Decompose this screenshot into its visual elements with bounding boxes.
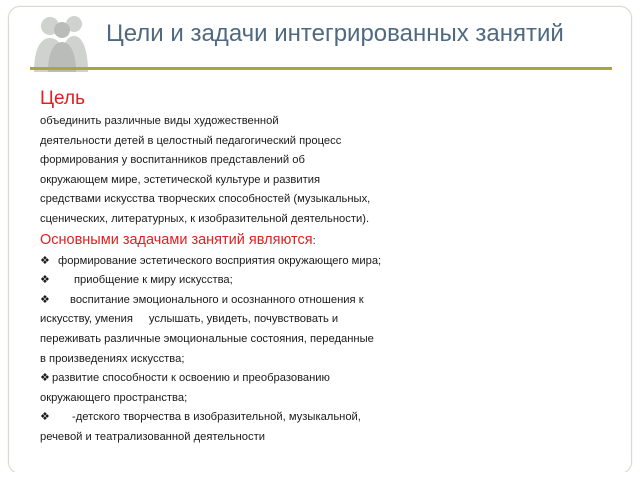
task-text: услышать, увидеть, почувствовать и: [148, 313, 339, 326]
task-text: приобщение к миру искусства;: [74, 274, 233, 287]
task-item: [40, 408, 600, 428]
task-item: [40, 369, 600, 389]
slide-title: Цели и задачи интегрированных занятий: [106, 20, 564, 47]
footer-bar: [0, 472, 640, 480]
task-continuation: окружающего пространства;: [40, 391, 188, 404]
task-text: воспитание эмоционального и осознанного отношения к: [70, 293, 364, 306]
people-silhouette-logo: [22, 12, 106, 74]
goal-line: средствами искусства творческих способностей (музыкальных,: [40, 193, 371, 206]
task-continuation: речевой и театрализованной деятельности: [40, 430, 265, 443]
diamond-bullet-icon: ❖: [40, 254, 50, 267]
tasks-heading-colon: :: [312, 234, 316, 247]
diamond-bullet-icon: ❖: [40, 372, 50, 385]
task-item: [40, 252, 600, 272]
diamond-bullet-icon: ❖: [40, 293, 50, 306]
task-text: развитие способности к освоению и преобразованию: [52, 372, 330, 385]
goal-line: окружающем мире, эстетической культуре и развития: [40, 173, 321, 186]
diamond-bullet-icon: ❖: [40, 411, 50, 424]
slide-body: [40, 86, 600, 448]
tasks-heading-text: Основными задачами занятий являются: [40, 231, 313, 248]
task-item: [40, 271, 600, 291]
goal-line: деятельности детей в целостный педагогический процесс: [40, 134, 342, 147]
diamond-bullet-icon: ❖: [40, 274, 50, 287]
task-continuation: [40, 310, 600, 330]
tasks-heading: [40, 230, 600, 252]
goal-line: объединить различные виды художественной: [40, 115, 279, 127]
goal-line: формирования у воспитанников представлений об: [40, 154, 305, 167]
task-text: искусству, умения: [40, 313, 133, 326]
goal-line: сценических, литературных, к изобразительной деятельности).: [40, 212, 370, 225]
title-divider: [30, 67, 612, 70]
goal-heading: Цель: [40, 88, 85, 109]
task-text: формирование эстетического восприятия окружающего мира;: [58, 254, 382, 267]
task-continuation: в произведениях искусства;: [40, 352, 185, 365]
task-text: -детского творчества в изобразительной, музыкальной,: [72, 411, 361, 424]
task-item: [40, 291, 600, 311]
task-continuation: переживать различные эмоциональные состояния, переданные: [40, 332, 374, 345]
